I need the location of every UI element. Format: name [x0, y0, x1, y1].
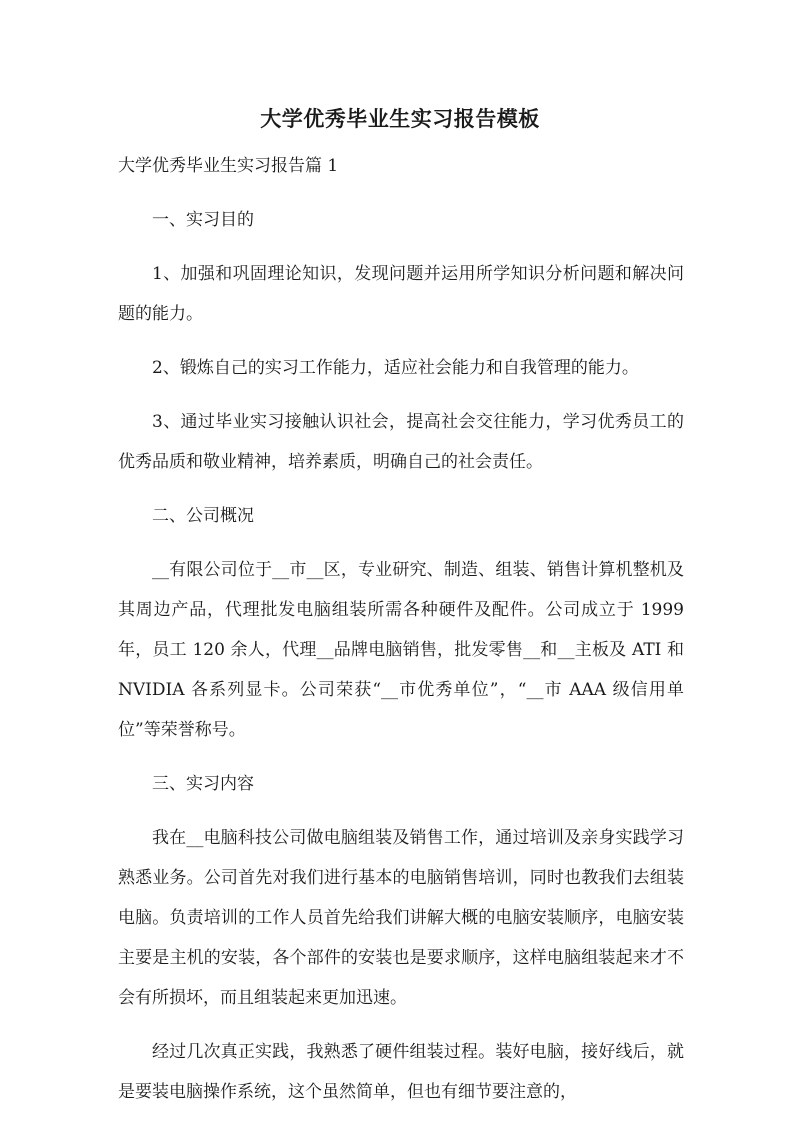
company-overview-paragraph: __有限公司位于__市__区，专业研究、制造、组装、销售计算机整机及其周边产品，代理批发电脑组装所需各种硬件及配件。公司成立于 1999 年，员工 120 余人，代理__品牌电脑销售，批发零售__和__主板及 ATI 和 NVIDIA 各系列显卡。公司荣获“__市优秀单位”，“__市 AAA 级信用单位”等荣誉称号。 — [118, 560, 684, 740]
report-subtitle: 大学优秀毕业生实习报告篇 1 — [118, 156, 339, 176]
document-body — [118, 146, 684, 1112]
internship-content-paragraph-1: 我在__电脑科技公司做电脑组装及销售工作，通过培训及亲身实践学习熟悉业务。公司首先对我们进行基本的电脑销售培训，同时也教我们去组装电脑。负责培训的工作人员首先给我们讲解大概的电脑安装顺序，电脑安装主要是主机的安装，各个部件的安装也是要求顺序，这样电脑组装起来才不会有所损坏，而且组装起来更加迅速。 — [118, 828, 684, 1008]
section-heading-purpose: 一、实习目的 — [152, 210, 254, 230]
purpose-item-3: 3、通过毕业实习接触认识社会，提高社会交往能力，学习优秀员工的优秀品质和敬业精神，培养素质，明确自己的社会责任。 — [118, 412, 684, 472]
purpose-item-2: 2、锻炼自己的实习工作能力，适应社会能力和自我管理的能力。 — [152, 358, 639, 378]
section-heading-content: 三、实习内容 — [152, 774, 254, 794]
section-heading-company: 二、公司概况 — [152, 506, 254, 526]
purpose-item-1: 1、加强和巩固理论知识，发现问题并运用所学知识分析问题和解决问题的能力。 — [118, 264, 684, 324]
document-title: 大学优秀毕业生实习报告模板 — [260, 106, 540, 131]
internship-content-paragraph-2: 经过几次真正实践，我熟悉了硬件组装过程。装好电脑，接好线后，就是要装电脑操作系统，这个虽然简单，但也有细节要注意的， — [118, 1042, 684, 1102]
